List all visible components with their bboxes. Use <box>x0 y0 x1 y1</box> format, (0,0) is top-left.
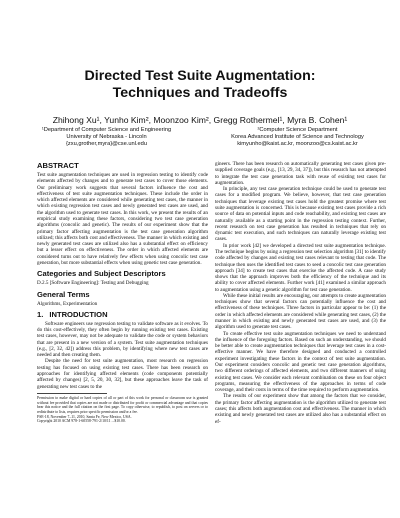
introduction-paragraph: Despite the need for test suite augmentation, most research on regression testing has focused on using existing test cases. There has been research on approaches for identifying affected elements (code components potentially affected by changes) [2, 5, 20, 30, 32], but these approaches leave the task of generating new test cases to the <box>37 358 208 390</box>
abstract-text: Test suite augmentation techniques are used in regression testing to identify code elements affected by changes and to generate test cases to cover those elements. Our preliminary work suggests that several factors influence the cost and effectiveness of test suite augmentation techniques. These include the order in which affected elements are considered while generating test cases, the manner in which existing regression test cases and newly generated test cases are used, and the algorithm used to generate test cases. In this work, we present the results of an empirical study examining these factors, considering two test case generation algorithms (concolic and genetic). The results of our experiment show that the primary factor affecting augmentation is the test case generation algorithm utilized; this affects both cost and effectiveness. The manner in which existing and newly generated test cases are utilized also has a substantial effect on efficiency but a lesser effect on effectiveness. The order in which affected elements are considered turns out to have relatively few effects when using concolic test case generation, but more substantial effects when using genetic test case generation. <box>37 172 208 266</box>
permission-notice: Permission to make digital or hard copies of all or part of this work for personal or classroom use is granted without fee provided that copies are not made or distributed for profit or commercial advantage and that copies bear this notice and the full citation on the first page. To copy otherwise, to republish, to post on servers or to redistribute to lists, requires prior specific permission and/or a fee. <box>37 395 208 414</box>
general-terms-heading: General Terms <box>37 289 90 299</box>
affiliation-email: {zxu,grother,myra}@cse.unl.edu <box>65 140 148 147</box>
body-paragraph: To create effective test suite augmentation techniques we need to understand the influence of the foregoing factors. Based on such an understanding, we should be better able to create augmentation techniques that leverage test cases in a cost-effective manner. We have therefore designed and conducted a controlled experiment investigating these factors in the context of test suite augmentation. Our experiment considers concolic and genetic test case generation algorithms, two different orderings of affected elements, and two different manners of using existing test cases. We consider each relevant combination on these on four object programs, measuring the effectiveness of the approaches in terms of code coverage, and their costs in terms of the time required to perform augmentation. <box>215 330 386 394</box>
section-title: INTRODUCTION <box>49 309 108 319</box>
copyright-footnote <box>37 396 208 424</box>
affiliation-line: University of Nebraska - Lincoln <box>66 133 147 140</box>
affiliation-line: ¹Department of Computer Science and Engineering <box>41 127 172 133</box>
copyright-line: Copyright 2010 ACM 978-1-60558-791-2/10/11 ...$10.00. <box>37 419 126 424</box>
paper-title <box>20 68 380 102</box>
left-column <box>37 161 208 424</box>
affiliation-unl <box>14 127 199 148</box>
affiliation-kaist <box>205 127 390 148</box>
author-list: Zhihong Xu¹, Yunho Kim², Moonzoo Kim², Gregg Rothermel¹, Myra B. Cohen¹ <box>52 115 348 125</box>
conference-info: FSE-18, November 7–11, 2010, Santa Fe, New Mexico, USA. <box>37 414 132 419</box>
body-paragraph: In principle, any test case generation technique could be used to generate test cases for a modified program. We believe, however, that test case generation techniques that leverage existing test cases hold the greatest promise where test suite augmentation is concerned. This is because existing test cases provide a rich source of data on potential inputs and code reachability, and existing test cases are naturally available as a starting point in the regression testing context. Further, recent research on test case generation has resulted in techniques that rely on dynamic test execution, and such techniques can naturally leverage existing test cases. <box>215 186 386 243</box>
introduction-heading <box>37 310 208 319</box>
right-column <box>215 161 386 425</box>
title-line-2: Techniques and Tradeoffs <box>112 85 288 101</box>
general-terms-text: Algorithms, Experimentation <box>37 300 98 307</box>
categories-heading: Categories and Subject Descriptors <box>37 269 166 279</box>
abstract-heading: ABSTRACT <box>37 161 79 170</box>
body-paragraph: In prior work [42] we developed a directed test suite augmentation technique. The technique begins by using a regression test selection algorithm [31] to identify code affected by changes and existing test cases relevant to testing that code. The technique then uses the identified test cases to seed a concolic test case generation approach [34] to create test cases that exercise the affected code. A case study shows that the approach improves both the efficiency of the technique and its ability to cover affected elements. Further work [41] examined a similar approach to augmentation using a genetic algorithm for test case generation. <box>215 242 386 293</box>
body-paragraph: The results of our experiment show that among the factors that we consider, the primary factor affecting augmentation is the algorithm utilized to generate test cases; this affects both augmentation cost and effectiveness. The manner in which existing and newly generated test cases are utilized also has a substantial effect on ef- <box>215 393 386 425</box>
section-number: 1. <box>37 309 44 319</box>
body-paragraph: gineers. There has been research on automatically generating test cases given pre-supplied coverage goals (e.g., [13, 29, 34, 37]), but this research has not attempted to integrate the test case generation task with reuse of existing test cases for augmentation. <box>215 161 386 186</box>
affiliation-line: Korea Advanced Institute of Science and Technology <box>231 133 364 140</box>
body-paragraph: While these initial results are encouraging, our attempts to create augmentation techniques show that several factors can potentially influence the cost and effectiveness of these techniques. Three factors in particular appear to be: (1) the order in which affected elements are considered while generating test cases, (2) the manner in which existing and newly generated test cases are used, and (3) the algorithm used to generate test cases. <box>215 292 386 331</box>
title-line-1: Directed Test Suite Augmentation: <box>84 68 316 84</box>
footnote-divider <box>37 393 107 394</box>
categories-text: D.2.5 [Software Engineering]: Testing and Debugging <box>37 280 149 287</box>
affiliation-line: ²Computer Science Department <box>257 127 338 133</box>
introduction-paragraph: Software engineers use regression testing to validate software as it evolves. To do this cost-effectively, they often begin by running existing test cases. Existing test cases, however, may not be adequate to validate the code or system behaviors that are present in a new version of a system. Test suite augmentation techniques (e.g., [2, 32, 42]) address this problem, by identifying where new test cases are needed and then creating them. <box>37 320 208 359</box>
affiliation-email: kimyunho@kaist.ac.kr, moonzoo@cs.kaist.ac.kr <box>237 140 358 147</box>
